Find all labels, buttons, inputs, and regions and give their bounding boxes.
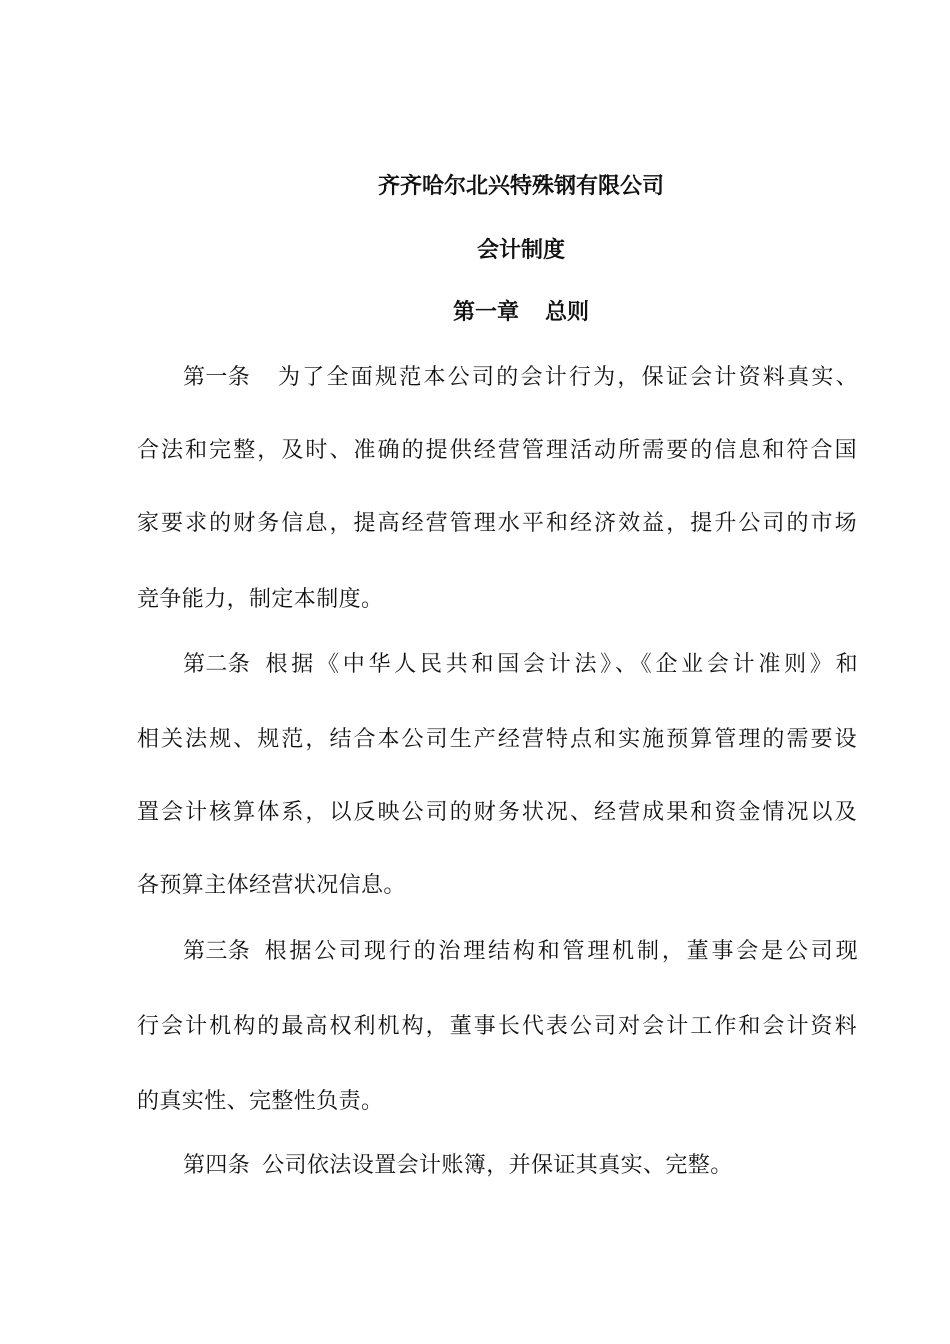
article-4-label: 第四条 [183, 1153, 251, 1178]
document-title: 会计制度 [476, 238, 565, 263]
article-1-label: 第一条 [183, 365, 251, 390]
article-2-line-3: 置会计核算体系，以反映公司的财务状况、经营成果和资金情况以及 [137, 800, 857, 825]
article-3-line-2: 行会计机构的最高权利机构，董事长代表公司对会计工作和会计资料 [137, 1014, 857, 1039]
chapter-heading [0, 298, 950, 328]
article-4-line-1 [183, 1150, 858, 1182]
article-1-line-1 [183, 362, 858, 394]
company-name: 齐齐哈尔北兴特殊钢有限公司 [377, 174, 664, 199]
article-4-text: 公司依法设置会计账簿，并保证其真实、完整。 [262, 1153, 733, 1178]
article-3-text: 根据公司现行的治理结构和管理机制，董事会是公司现 [262, 939, 858, 964]
chapter-title: 总则 [545, 300, 590, 325]
article-3-line-1 [183, 936, 858, 968]
article-3-label: 第三条 [183, 939, 251, 964]
article-1-line-4: 竞争能力，制定本制度。 [137, 587, 384, 612]
article-2-line-2: 相关法规、规范，结合本公司生产经营特点和实施预算管理的需要设 [137, 727, 857, 752]
article-2-label: 第二条 [183, 652, 251, 677]
article-2-line-4: 各预算主体经营状况信息。 [137, 873, 406, 898]
article-3-line-3: 的真实性、完整性负责。 [137, 1089, 384, 1114]
article-2-text: 根据《中华人民共和国会计法》、《企业会计准则》和 [262, 652, 858, 677]
article-1-text: 为了全面规范本公司的会计行为，保证会计资料真实、 [276, 365, 858, 390]
article-1-line-3: 家要求的财务信息，提高经营管理水平和经济效益，提升公司的市场 [137, 511, 857, 536]
article-1-line-2: 合法和完整，及时、准确的提供经营管理活动所需要的信息和符合国 [137, 438, 857, 463]
chapter-number: 第一章 [452, 300, 519, 325]
article-2-line-1 [183, 649, 858, 681]
